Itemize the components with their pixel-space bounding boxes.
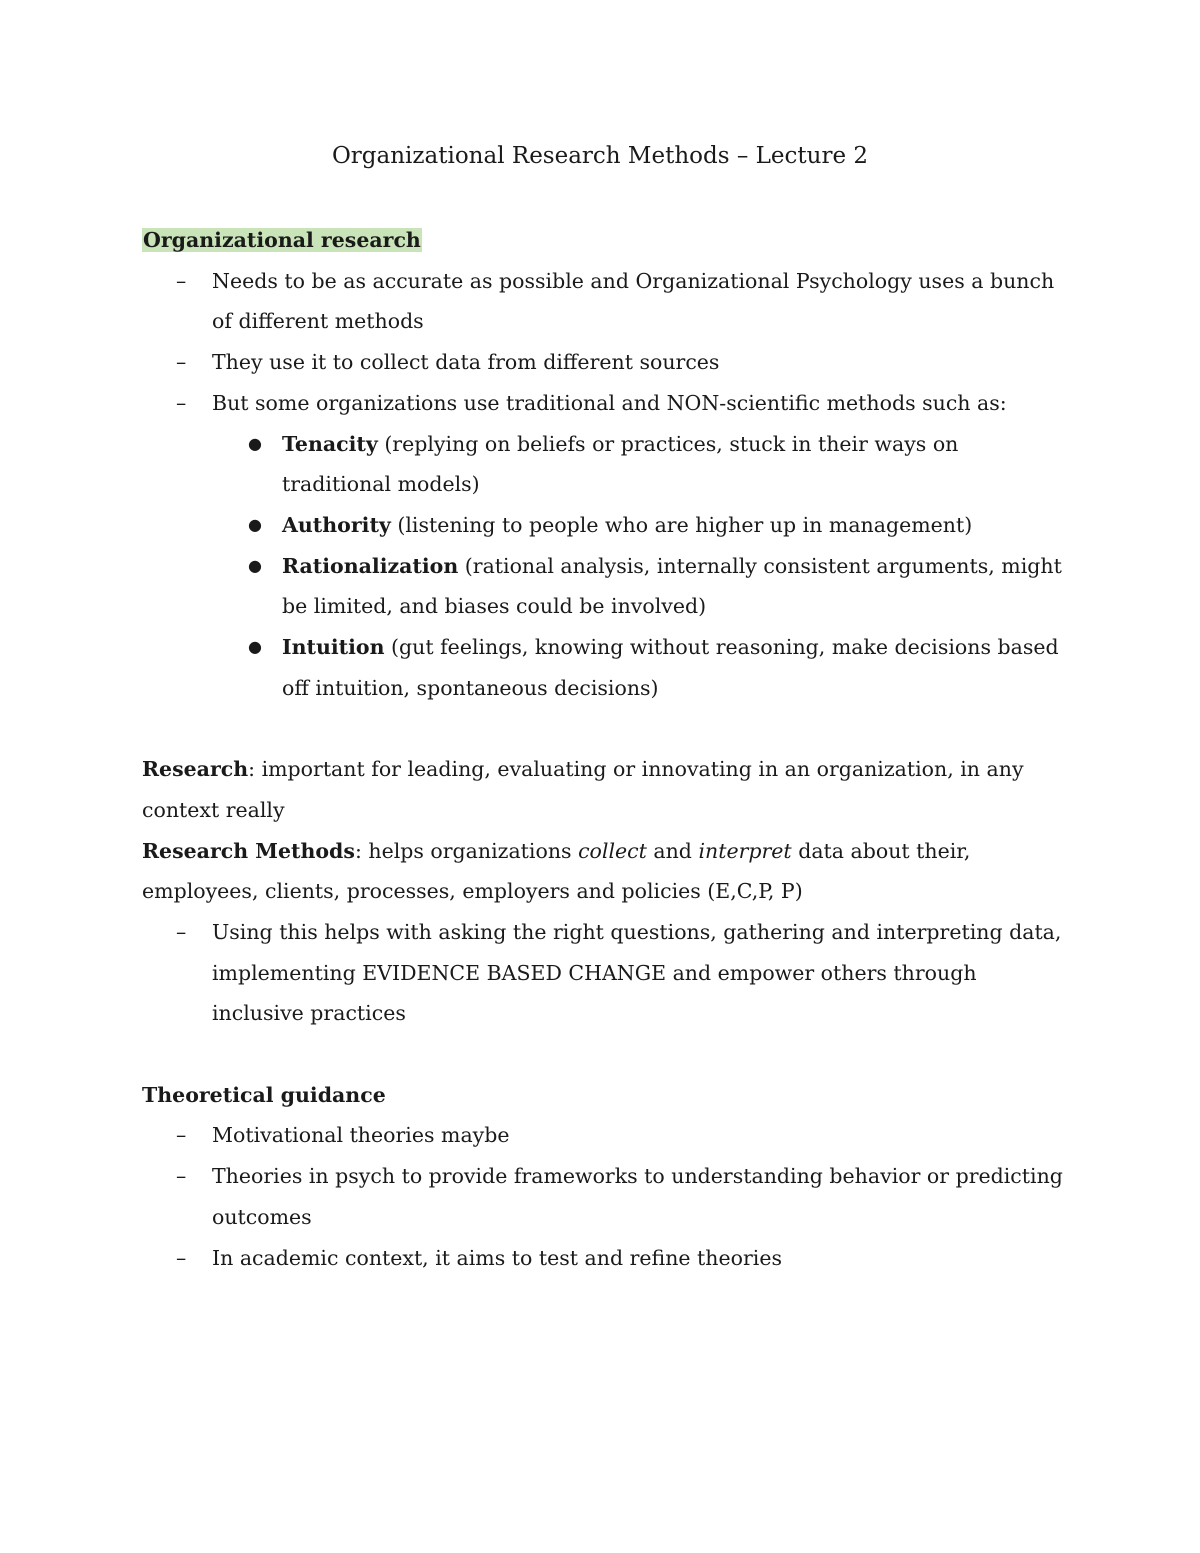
bullet-item — [212, 505, 1072, 546]
dash-list — [142, 912, 1072, 1034]
definition-term: Research — [142, 757, 249, 782]
bullet-description: (rational analysis, internally consistent arguments, might be limited, and biases could be involved) — [282, 553, 1062, 619]
list-item — [142, 342, 1072, 383]
bullet-description: (gut feelings, knowing without reasoning, make decisions based off intuition, spontaneous decisions) — [282, 635, 1059, 700]
bullet-item — [212, 424, 1072, 505]
emphasis-interpret: interpret — [698, 838, 792, 863]
dash-marker: – — [176, 1164, 187, 1189]
bullet-item — [212, 546, 1072, 627]
dash-marker: – — [176, 268, 187, 293]
list-item-text: But some organizations use traditional and NON-scientific methods such as: — [212, 390, 1007, 415]
list-item — [142, 1238, 1072, 1279]
definition-text: : important for leading, evaluating or innovating in an organization, in any context really — [142, 757, 1024, 822]
dash-marker: – — [176, 1245, 187, 1270]
section-heading — [142, 1075, 1072, 1116]
list-item — [142, 261, 1072, 342]
list-item-text: Needs to be as accurate as possible and Organizational Psychology uses a bunch of different methods — [212, 268, 1055, 334]
research-methods-definition — [142, 831, 1072, 912]
spacer — [142, 1034, 1072, 1075]
list-item — [142, 912, 1072, 1034]
dash-marker: – — [176, 390, 187, 415]
research-definition — [142, 749, 1072, 830]
section-heading — [142, 220, 1072, 261]
list-item-text: Motivational theories maybe — [212, 1123, 510, 1148]
bullet-icon: ● — [248, 637, 262, 657]
list-item-text: Theories in psych to provide frameworks to understanding behavior or predicting outcomes — [212, 1164, 1063, 1229]
definition-text: : helps organizations — [354, 838, 579, 863]
bullet-icon: ● — [248, 555, 262, 575]
bullet-item — [212, 627, 1072, 708]
dash-list — [142, 261, 1072, 709]
emphasis-collect: collect — [578, 838, 647, 863]
definition-term: Research Methods — [142, 838, 355, 863]
list-item — [142, 383, 1072, 709]
bullet-description: (replying on beliefs or practices, stuck in their ways on traditional models) — [282, 431, 959, 497]
heading-text: Theoretical guidance — [142, 1082, 386, 1107]
page-title: Organizational Research Methods – Lecture 2 — [331, 143, 869, 169]
list-item-text: In academic context, it aims to test and refine theories — [212, 1245, 782, 1270]
list-item-text: They use it to collect data from different sources — [212, 350, 720, 375]
definition-text: data about their, employees, clients, processes, employers and policies (E,C,P, P) — [142, 838, 971, 904]
spacer — [142, 708, 1072, 749]
bullet-list — [212, 424, 1072, 709]
dash-marker: – — [176, 350, 187, 375]
definition-text: and — [646, 838, 699, 863]
bullet-description: (listening to people who are higher up in management) — [390, 512, 973, 537]
dash-list — [142, 1115, 1072, 1278]
bullet-term: Rationalization — [282, 553, 459, 578]
dash-marker: – — [176, 919, 187, 944]
bullet-term: Intuition — [282, 635, 385, 660]
list-item — [142, 1115, 1072, 1156]
dash-marker: – — [176, 1123, 187, 1148]
bullet-term: Authority — [282, 512, 391, 537]
document-body — [142, 220, 1072, 1278]
bullet-icon: ● — [248, 433, 262, 453]
bullet-icon: ● — [248, 514, 262, 534]
list-item-text: Using this helps with asking the right questions, gathering and interpreting data, implementing EVIDENCE BASED CHANGE and empower others through inclusive practices — [212, 919, 1062, 1026]
highlighted-heading: Organizational research — [143, 228, 421, 252]
list-item — [142, 1156, 1072, 1237]
bullet-term: Tenacity — [282, 431, 378, 456]
